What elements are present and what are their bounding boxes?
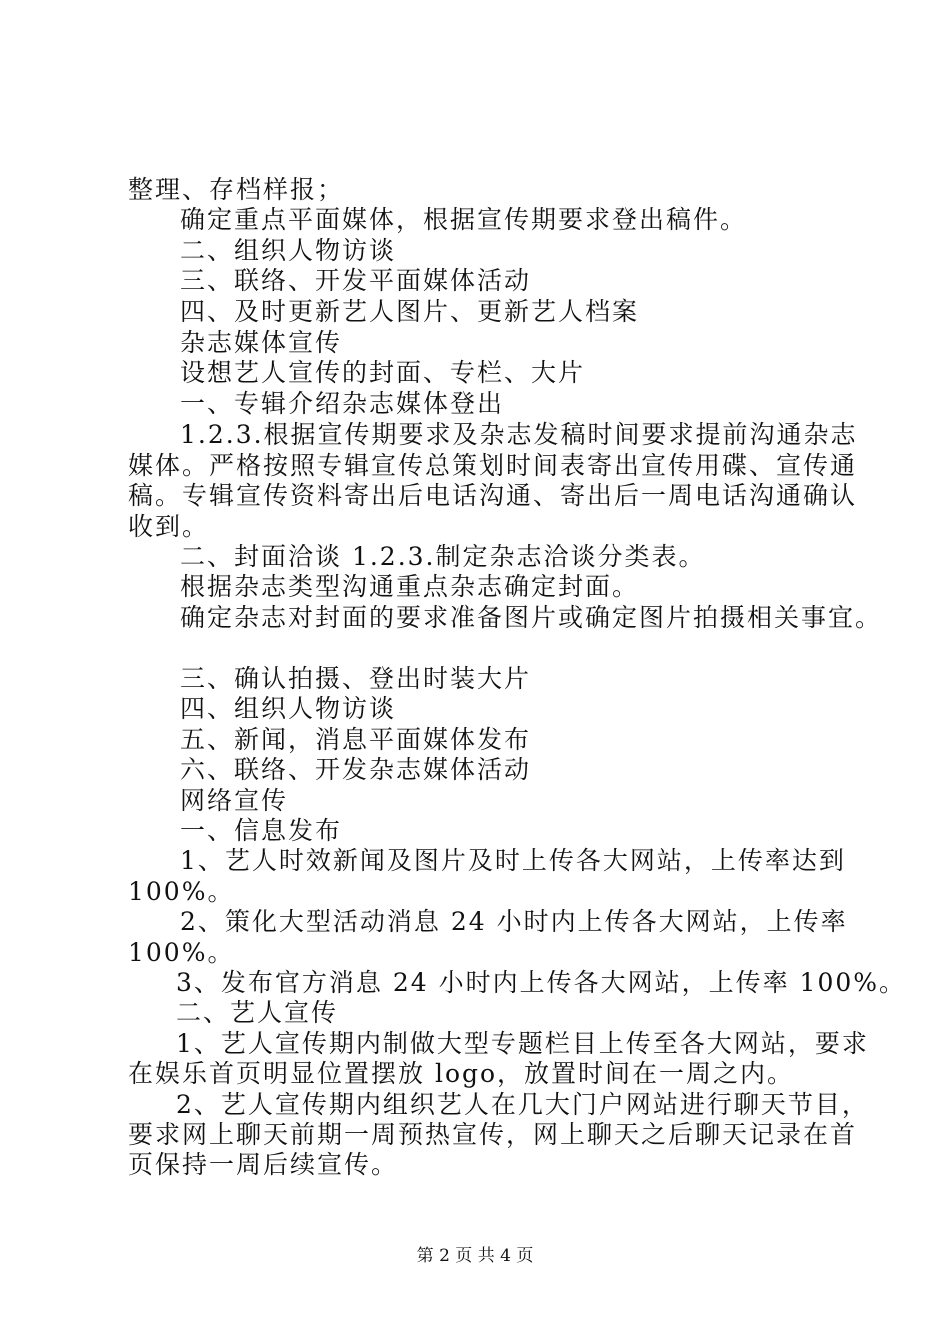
section-heading: 一、信息发布	[180, 816, 343, 845]
section-heading: 一、专辑介绍杂志媒体登出	[180, 389, 505, 418]
section-heading: 二、组织人物访谈	[180, 236, 397, 265]
page-number-footer: 第 2 页 共 4 页	[416, 1246, 534, 1266]
text-line: 根据杂志类型沟通重点杂志确定封面。	[180, 572, 640, 601]
section-heading: 四、组织人物访谈	[180, 694, 397, 723]
section-heading: 二、艺人宣传	[176, 998, 339, 1027]
text-line: 100%。	[128, 938, 235, 967]
section-title: 网络宣传	[180, 786, 289, 815]
section-heading: 四、及时更新艺人图片、更新艺人档案	[180, 297, 640, 326]
text-line: 媒体。严格按照专辑宣传总策划时间表寄出宣传用碟、宣传通	[128, 451, 858, 480]
text-line: 确定杂志对封面的要求准备图片或确定图片拍摄相关事宜。	[180, 603, 883, 632]
section-title: 杂志媒体宣传	[180, 328, 343, 357]
text-line: 整理、存档样报；	[128, 175, 345, 204]
section-heading: 二、封面洽谈 1.2.3.制定杂志洽谈分类表。	[180, 542, 706, 571]
text-line: 页保持一周后续宣传。	[128, 1150, 399, 1179]
text-line: 2、策化大型活动消息 24 小时内上传各大网站，上传率	[180, 907, 848, 936]
text-line: 确定重点平面媒体，根据宣传期要求登出稿件。	[180, 205, 748, 234]
section-heading: 五、新闻，消息平面媒体发布	[180, 725, 532, 754]
text-line: 收到。	[128, 512, 210, 541]
text-line: 1、艺人宣传期内制做大型专题栏目上传至各大网站，要求	[176, 1029, 869, 1058]
text-line: 要求网上聊天前期一周预热宣传，网上聊天之后聊天记录在首	[128, 1120, 858, 1149]
text-line: 3、发布官方消息 24 小时内上传各大网站，上传率 100%。	[176, 968, 907, 997]
text-line: 2、艺人宣传期内组织艺人在几大门户网站进行聊天节目，	[176, 1090, 869, 1119]
text-line: 1.2.3.根据宣传期要求及杂志发稿时间要求提前沟通杂志	[180, 420, 858, 449]
section-heading: 三、确认拍摄、登出时装大片	[180, 664, 532, 693]
text-line: 在娱乐首页明显位置摆放 logo，放置时间在一周之内。	[128, 1059, 795, 1088]
text-line: 设想艺人宣传的封面、专栏、大片	[180, 358, 586, 387]
text-line: 稿。专辑宣传资料寄出后电话沟通、寄出后一周电话沟通确认	[128, 481, 858, 510]
text-line: 1、艺人时效新闻及图片及时上传各大网站，上传率达到	[180, 846, 846, 875]
section-heading: 三、联络、开发平面媒体活动	[180, 266, 532, 295]
section-heading: 六、联络、开发杂志媒体活动	[180, 755, 532, 784]
text-line: 100%。	[128, 877, 235, 906]
